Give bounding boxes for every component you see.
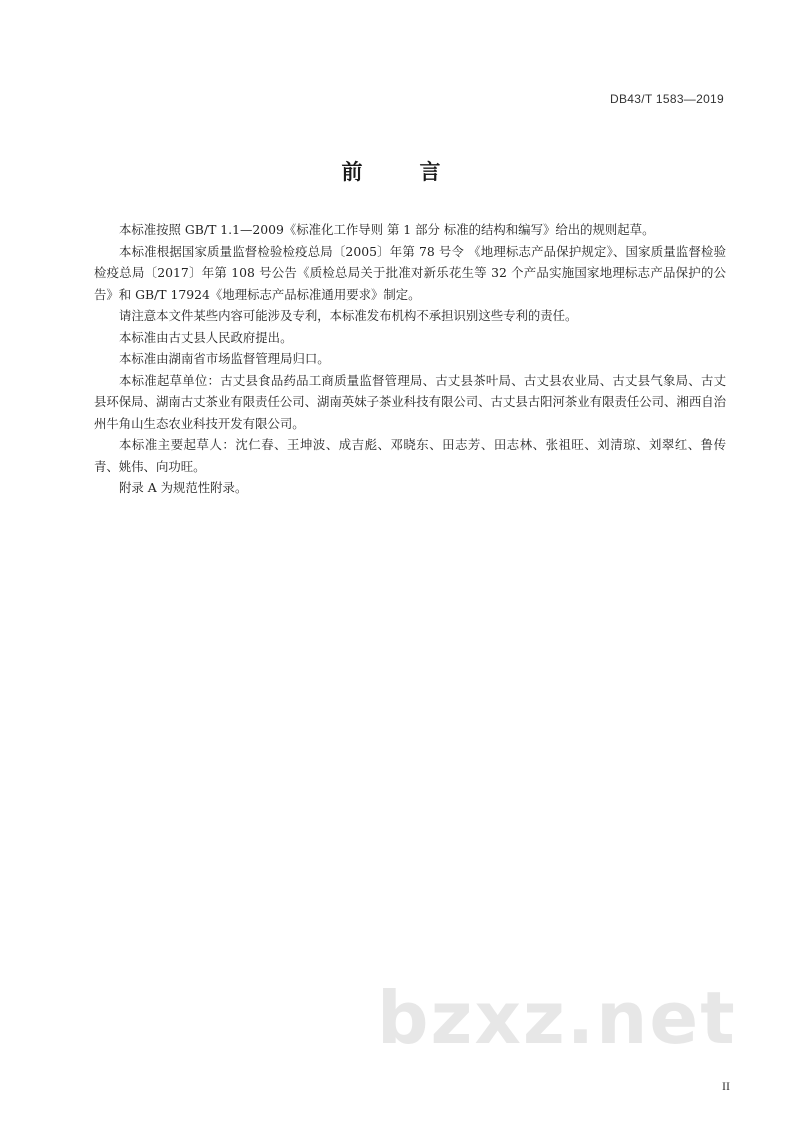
paragraph-appendix-note: 附录 A 为规范性附录。	[119, 480, 248, 495]
paragraph-patent-notice: 请注意本文件某些内容可能涉及专利，本标准发布机构不承担识别这些专利的责任。	[119, 308, 578, 323]
paragraph-drafters: 本标准主要起草人：沈仁春、王坤波、成吉彪、邓晓东、田志芳、田志林、张祖旺、刘清琼、刘翠红、鲁传青、姚伟、向功旺。	[94, 437, 726, 474]
paragraph-basis: 本标准根据国家质量监督检验检疫总局〔2005〕年第 78 号令 《地理标志产品保护规定》、国家质量监督检验检疫总局〔2017〕年第 108 号公告《质检总局关于批准对新乐花生等 32 个产品实施国家地理标志产品保护的公告》和 GB/T 17924《地理标志产品标准通用要求》制定。	[94, 243, 726, 302]
document-code: DB43/T 1583—2019	[610, 92, 724, 106]
page-number: II	[722, 1079, 730, 1093]
paragraph-administrator: 本标准由湖南省市场监督管理局归口。	[119, 351, 330, 366]
paragraph-drafting-rules: 本标准按照 GB/T 1.1—2009《标准化工作导则 第 1 部分 标准的结构和编写》给出的规则起草。	[119, 222, 655, 237]
site-watermark: bzxz.net	[377, 976, 737, 1060]
page-title: 前 言	[341, 160, 459, 184]
preface-body	[94, 219, 726, 499]
paragraph-proposer: 本标准由古丈县人民政府提出。	[119, 329, 293, 345]
paragraph-drafting-units: 本标准起草单位：古丈县食品药品工商质量监督管理局、古丈县茶叶局、古丈县农业局、古丈县气象局、古丈县环保局、湖南古丈茶业有限责任公司、湖南英妹子茶业科技有限公司、古丈县古阳河茶业有限责任公司、湘西自治州牛角山生态农业科技开发有限公司。	[94, 372, 726, 431]
